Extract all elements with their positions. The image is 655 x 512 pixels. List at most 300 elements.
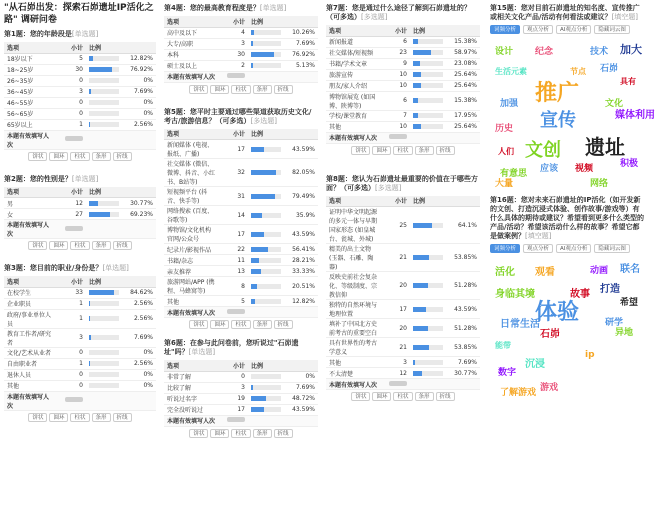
chart-type-button[interactable]: 饼状 <box>351 146 370 155</box>
total-row <box>326 379 480 390</box>
option-ratio: 10.26% <box>292 29 315 36</box>
table-row <box>4 53 156 64</box>
ratio-bar-fill <box>251 147 264 152</box>
ratio-bar <box>251 396 281 401</box>
option-ratio: 7.69% <box>457 358 477 366</box>
chart-type-button[interactable]: 折线 <box>113 152 132 161</box>
option-label: 男 <box>4 198 56 209</box>
result-table <box>326 25 480 144</box>
chart-type-buttons <box>4 241 156 250</box>
chart-type-button[interactable]: 柱状 <box>231 320 250 329</box>
chart-type-buttons <box>326 392 480 401</box>
total-empty <box>248 415 318 426</box>
ratio-bar <box>89 350 119 355</box>
ratio-bar <box>89 78 119 83</box>
option-count: 31 <box>218 187 248 206</box>
option-ratio: 15.38% <box>454 38 477 45</box>
ratio-bar-fill <box>251 396 266 401</box>
chart-type-button[interactable]: 柱状 <box>70 152 89 161</box>
table-row <box>164 382 318 393</box>
option-label: 46~55岁 <box>4 97 56 108</box>
chart-type-button[interactable]: 条形 <box>92 413 111 422</box>
question-5 <box>164 108 318 330</box>
ratio-bar <box>89 301 119 306</box>
question-type-tag: [单选题] <box>259 4 287 12</box>
option-count: 25 <box>380 207 410 244</box>
word-cloud-word: 研学 <box>605 318 624 328</box>
table-row <box>164 404 318 415</box>
table-row <box>326 47 480 58</box>
chart-type-button[interactable]: 圆环 <box>49 413 68 422</box>
redacted-value <box>389 134 407 139</box>
option-label: 18岁以下 <box>4 53 56 64</box>
option-ratio: 33.33% <box>292 267 315 275</box>
ratio-bar-fill <box>413 307 426 312</box>
ratio-bar <box>413 98 443 103</box>
option-label: 26~35岁 <box>4 75 56 86</box>
option-label: 自由职业者 <box>4 358 56 369</box>
option-count: 10 <box>380 69 410 80</box>
ratio-cell <box>248 27 318 38</box>
option-count: 8 <box>218 277 248 296</box>
ratio-bar-fill <box>413 283 428 288</box>
analysis-tab[interactable]: AI观点分析 <box>556 244 591 253</box>
question-type-tag: [多选题] <box>250 116 278 125</box>
question-type-tag: [单选题] <box>71 174 99 183</box>
ratio-bar <box>413 326 443 331</box>
ratio-bar <box>251 170 281 175</box>
header-ratio: 比例 <box>86 187 156 198</box>
ratio-bar <box>89 316 119 321</box>
chart-type-button[interactable]: 柱状 <box>70 413 89 422</box>
table-row <box>4 209 156 220</box>
option-count: 33 <box>56 287 86 298</box>
option-ratio: 25.64% <box>454 123 477 130</box>
ratio-bar-fill <box>251 407 264 412</box>
question-title <box>4 30 156 39</box>
option-label: 65岁以上 <box>4 119 56 130</box>
option-count: 10 <box>380 121 410 132</box>
word-cloud-word: 媒体利用 <box>615 110 655 121</box>
table-row <box>164 187 318 206</box>
table-row <box>4 64 156 75</box>
option-label: 旅游网站/APP (携程、马蜂窝等) <box>164 277 218 296</box>
chart-type-button[interactable]: 条形 <box>415 146 434 155</box>
option-count: 0 <box>56 369 86 380</box>
ratio-bar <box>413 83 443 88</box>
option-count: 0 <box>218 371 248 382</box>
ratio-bar <box>89 201 119 206</box>
chart-type-button[interactable]: 条形 <box>92 241 111 250</box>
option-label: 在校学生 <box>4 287 56 298</box>
ratio-bar-fill <box>413 223 432 228</box>
chart-type-button[interactable]: 圆环 <box>49 241 68 250</box>
ratio-bar <box>251 385 281 390</box>
option-count: 12 <box>380 368 410 379</box>
ratio-bar-fill <box>89 89 91 94</box>
ratio-bar <box>413 50 443 55</box>
word-cloud-word: 有意思 <box>500 169 528 179</box>
chart-type-button[interactable]: 条形 <box>253 320 272 329</box>
ratio-cell <box>86 209 156 220</box>
option-count: 21 <box>380 244 410 272</box>
word-cloud-word: 积极 <box>620 159 639 169</box>
option-label: 其他 <box>326 357 380 368</box>
ratio-bar-fill <box>251 194 275 199</box>
option-ratio: 48.72% <box>292 395 315 402</box>
ratio-bar <box>413 39 443 44</box>
table-header-row <box>164 360 318 371</box>
option-ratio: 30.77% <box>130 199 153 207</box>
ratio-bar <box>89 89 119 94</box>
table-row <box>326 80 480 91</box>
ratio-bar <box>413 283 443 288</box>
ratio-cell <box>86 328 156 347</box>
word-cloud-word: 视频 <box>575 164 594 174</box>
word-cloud-word: 网络 <box>590 179 609 189</box>
ratio-cell <box>248 382 318 393</box>
table-row <box>4 309 156 328</box>
option-label: 政府/事业单位人员 <box>4 309 56 328</box>
chart-type-button[interactable]: 饼状 <box>28 152 47 161</box>
ratio-cell <box>248 255 318 266</box>
total-empty <box>248 71 318 82</box>
chart-type-button[interactable]: 圆环 <box>210 320 229 329</box>
ratio-bar-fill <box>413 326 428 331</box>
table-row <box>164 225 318 244</box>
total-row <box>164 71 318 82</box>
question-type-tag: [单选题] <box>102 264 129 272</box>
option-ratio: 79.49% <box>292 192 315 200</box>
header-ratio: 比例 <box>410 25 480 36</box>
chart-type-button[interactable]: 折线 <box>274 85 293 94</box>
header-count: 小计 <box>218 16 248 27</box>
table-row <box>4 328 156 347</box>
option-label: 博物馆展览 (如国博、陕博等) <box>326 91 380 110</box>
total-label: 本题有效填写人次 <box>4 391 56 410</box>
result-table <box>326 196 480 391</box>
analysis-tab[interactable]: 隐藏词云图 <box>594 25 630 34</box>
option-label: 听说过名字 <box>164 393 218 404</box>
table-row <box>4 198 156 209</box>
header-ratio: 比例 <box>410 196 480 207</box>
table-row <box>164 206 318 225</box>
chart-type-button[interactable]: 饼状 <box>189 320 208 329</box>
ratio-bar-fill <box>413 255 429 260</box>
question-16 <box>490 196 646 405</box>
chart-type-button[interactable]: 饼状 <box>351 392 370 401</box>
word-cloud-word: 体验 <box>535 300 580 325</box>
option-label: 高中及以下 <box>164 27 218 38</box>
option-count: 2 <box>218 60 248 71</box>
option-ratio: 2.56% <box>133 300 153 307</box>
total-row <box>4 220 156 239</box>
redacted-value <box>227 417 245 422</box>
chart-type-button[interactable]: 折线 <box>113 241 132 250</box>
ratio-bar-fill <box>413 345 429 350</box>
chart-type-button[interactable]: 圆环 <box>49 152 68 161</box>
ratio-bar <box>251 247 281 252</box>
ratio-bar-fill <box>251 52 274 57</box>
ratio-bar <box>89 100 119 105</box>
total-empty <box>248 307 318 318</box>
header-count: 小计 <box>218 360 248 371</box>
option-ratio: 43.59% <box>292 406 315 413</box>
ratio-bar <box>89 372 119 377</box>
chart-type-button[interactable]: 饼状 <box>28 413 47 422</box>
result-table <box>164 16 318 83</box>
option-ratio: 58.97% <box>454 49 477 56</box>
table-row <box>164 393 318 404</box>
word-cloud-word: 人们 <box>498 147 514 156</box>
chart-type-button[interactable]: 饼状 <box>189 85 208 94</box>
word-cloud-word: 文创 <box>525 140 561 161</box>
ratio-bar <box>413 360 443 365</box>
chart-type-button[interactable]: 圆环 <box>372 146 391 155</box>
chart-type-buttons <box>4 413 156 422</box>
analysis-tab[interactable]: 观点分析 <box>523 25 553 34</box>
option-label: 新闻媒体 (电视、报纸、广播) <box>164 140 218 159</box>
ratio-bar-fill <box>251 269 261 274</box>
option-count: 17 <box>218 404 248 415</box>
question-8 <box>326 175 480 402</box>
chart-type-button[interactable]: 饼状 <box>28 241 47 250</box>
ratio-bar-fill <box>413 113 418 118</box>
chart-type-button[interactable]: 条形 <box>253 85 272 94</box>
option-ratio: 76.92% <box>292 51 315 58</box>
question-title <box>164 4 318 13</box>
option-ratio: 0% <box>143 349 153 356</box>
ratio-cell <box>86 309 156 328</box>
ratio-cell <box>86 119 156 130</box>
ratio-bar-fill <box>89 212 110 217</box>
total-empty <box>86 391 156 410</box>
table-row <box>164 38 318 49</box>
word-cloud-word: 异地 <box>615 328 634 338</box>
option-ratio: 12.82% <box>130 55 153 62</box>
option-count: 5 <box>56 53 86 64</box>
question-6 <box>164 339 318 438</box>
option-label: 非常了解 <box>164 371 218 382</box>
table-row <box>4 287 156 298</box>
ratio-cell <box>248 404 318 415</box>
chart-type-button[interactable]: 柱状 <box>393 146 412 155</box>
ratio-cell <box>410 58 480 69</box>
ratio-bar <box>251 269 281 274</box>
option-count: 10 <box>380 80 410 91</box>
option-ratio: 43.59% <box>454 305 477 313</box>
question-title <box>164 339 318 357</box>
option-ratio: 7.69% <box>133 334 153 341</box>
question-text: 第3题：您目前的职业/身份是？ <box>4 264 103 272</box>
option-label: 具有世界性的考古学意义 <box>326 338 380 357</box>
ratio-cell <box>248 296 318 307</box>
ratio-cell <box>86 64 156 75</box>
table-row <box>164 296 318 307</box>
total-count <box>380 132 410 143</box>
option-label: 社交媒体 (微信、微博、抖音、小红书、B站等) <box>164 159 218 187</box>
option-ratio: 35.9% <box>295 211 315 219</box>
ratio-cell <box>248 140 318 159</box>
option-ratio: 2.56% <box>133 360 153 367</box>
total-label: 本题有效填写人次 <box>164 71 218 82</box>
chart-type-button[interactable]: 折线 <box>274 320 293 329</box>
chart-type-button[interactable]: 折线 <box>113 413 132 422</box>
total-count <box>56 220 86 239</box>
option-count: 23 <box>380 47 410 58</box>
total-empty <box>410 132 480 143</box>
table-row <box>4 369 156 380</box>
question-text: 第15题：您对目前石峁遗址的知名度、宣传推广或相关文化产品/活动有何看法或建议？ <box>490 4 640 21</box>
column-1 <box>4 0 156 428</box>
header-count: 小计 <box>380 25 410 36</box>
ratio-bar-fill <box>251 299 255 304</box>
question-title <box>490 196 646 241</box>
ratio-cell <box>410 244 480 272</box>
header-ratio: 比例 <box>248 129 318 140</box>
option-label: 网络搜索 (百度、谷歌等) <box>164 206 218 225</box>
option-ratio: 0% <box>143 77 153 84</box>
question-type-tag: [填空题] <box>525 232 552 240</box>
ratio-cell <box>86 287 156 298</box>
option-label: 文化/艺术从业者 <box>4 347 56 358</box>
ratio-bar <box>413 345 443 350</box>
table-row <box>4 298 156 309</box>
question-3 <box>4 264 156 422</box>
analysis-tab[interactable]: 隐藏词云图 <box>594 244 630 253</box>
chart-type-button[interactable]: 柱状 <box>231 85 250 94</box>
ratio-bar-fill <box>251 63 253 68</box>
option-label: 其他 <box>326 121 380 132</box>
option-ratio: 0% <box>143 99 153 106</box>
chart-type-button[interactable]: 圆环 <box>372 392 391 401</box>
ratio-bar-fill <box>413 98 418 103</box>
option-label: 书籍/学术文章 <box>326 58 380 69</box>
ratio-bar <box>251 407 281 412</box>
question-2 <box>4 175 156 251</box>
total-label: 本题有效填写人次 <box>4 220 56 239</box>
chart-type-button[interactable]: 折线 <box>436 146 455 155</box>
option-count: 14 <box>218 206 248 225</box>
analysis-tab[interactable]: 词频分析 <box>490 25 520 34</box>
chart-type-button[interactable]: 饼状 <box>189 429 208 438</box>
word-cloud-word: 数字 <box>498 368 517 378</box>
analysis-tab[interactable]: AI观点分析 <box>556 25 591 34</box>
chart-type-button[interactable]: 圆环 <box>210 429 229 438</box>
ratio-bar-fill <box>413 83 421 88</box>
ratio-cell <box>86 198 156 209</box>
ratio-bar-fill <box>413 371 422 376</box>
word-cloud-word: 节点 <box>570 67 586 76</box>
chart-type-button[interactable]: 折线 <box>436 392 455 401</box>
table-row <box>4 86 156 97</box>
option-label: 不太清楚 <box>326 368 380 379</box>
option-ratio: 51.28% <box>454 282 477 289</box>
table-row <box>4 119 156 130</box>
ratio-bar-fill <box>413 50 431 55</box>
header-option: 选项 <box>4 187 56 198</box>
word-cloud-word: 加强 <box>500 99 519 109</box>
chart-type-button[interactable]: 圆环 <box>210 85 229 94</box>
total-count <box>218 415 248 426</box>
ratio-bar <box>413 113 443 118</box>
option-count: 4 <box>218 27 248 38</box>
ratio-bar <box>251 30 281 35</box>
table-row <box>164 27 318 38</box>
word-cloud <box>490 255 640 405</box>
header-ratio: 比例 <box>86 42 156 53</box>
ratio-bar-fill <box>89 335 91 340</box>
chart-type-button[interactable]: 柱状 <box>70 241 89 250</box>
option-label: 大专/高职 <box>164 38 218 49</box>
word-cloud-word: 推广 <box>535 81 580 106</box>
option-label: 填补了中国北方史前考古的重要空白 <box>326 319 380 338</box>
word-cloud-word: 故事 <box>570 289 590 300</box>
question-text: 第5题：您平时主要通过哪些渠道获取历史文化/考古/旅游信息？（可多选） <box>164 107 312 125</box>
result-table <box>4 187 156 240</box>
word-cloud-word: 游戏 <box>540 383 559 393</box>
question-text: 第6题：在参与此问卷前，您听说过"石峁遗址"吗？ <box>164 339 299 356</box>
table-row <box>326 207 480 244</box>
analysis-tab[interactable]: 词频分析 <box>490 244 520 253</box>
analysis-tabs <box>490 244 646 253</box>
ratio-bar-fill <box>89 67 112 72</box>
table-row <box>164 244 318 255</box>
ratio-cell <box>86 86 156 97</box>
option-ratio: 23.08% <box>454 60 477 67</box>
total-row <box>164 415 318 426</box>
ratio-bar-fill <box>413 360 415 365</box>
ratio-cell <box>410 338 480 357</box>
option-count: 12 <box>56 198 86 209</box>
option-ratio: 76.92% <box>130 66 153 73</box>
table-row <box>326 91 480 110</box>
question-text: 第4题：您的最高教育程度是？ <box>164 4 260 12</box>
chart-type-button[interactable]: 折线 <box>274 429 293 438</box>
question-type-tag: [单选题] <box>71 30 99 38</box>
chart-type-button[interactable]: 条形 <box>253 429 272 438</box>
word-cloud-word: 联名 <box>620 264 640 275</box>
total-count <box>218 71 248 82</box>
ratio-cell <box>86 380 156 391</box>
option-ratio: 43.59% <box>292 230 315 238</box>
word-cloud-word: 文化 <box>605 99 624 109</box>
ratio-bar-fill <box>251 232 264 237</box>
option-label: 完全没听说过 <box>164 404 218 415</box>
option-ratio: 25.64% <box>454 71 477 78</box>
question-type-tag: [多选题] <box>361 13 388 21</box>
chart-type-button[interactable]: 柱状 <box>231 429 250 438</box>
ratio-bar <box>413 61 443 66</box>
analysis-tab[interactable]: 观点分析 <box>523 244 553 253</box>
question-title <box>4 264 156 273</box>
chart-type-button[interactable]: 条形 <box>415 392 434 401</box>
word-cloud-word: 具有 <box>620 77 636 86</box>
header-option: 选项 <box>326 196 380 207</box>
chart-type-button[interactable]: 条形 <box>92 152 111 161</box>
ratio-cell <box>86 347 156 358</box>
header-count: 小计 <box>380 196 410 207</box>
chart-type-button[interactable]: 柱状 <box>393 392 412 401</box>
ratio-cell <box>410 368 480 379</box>
question-type-tag: [单选题] <box>188 348 216 356</box>
option-count: 3 <box>218 38 248 49</box>
word-cloud-word: 应该 <box>540 164 559 174</box>
option-label: 退休人员 <box>4 369 56 380</box>
table-row <box>4 108 156 119</box>
ratio-bar-fill <box>413 72 421 77</box>
word-cloud-word: 石峁 <box>540 329 560 340</box>
